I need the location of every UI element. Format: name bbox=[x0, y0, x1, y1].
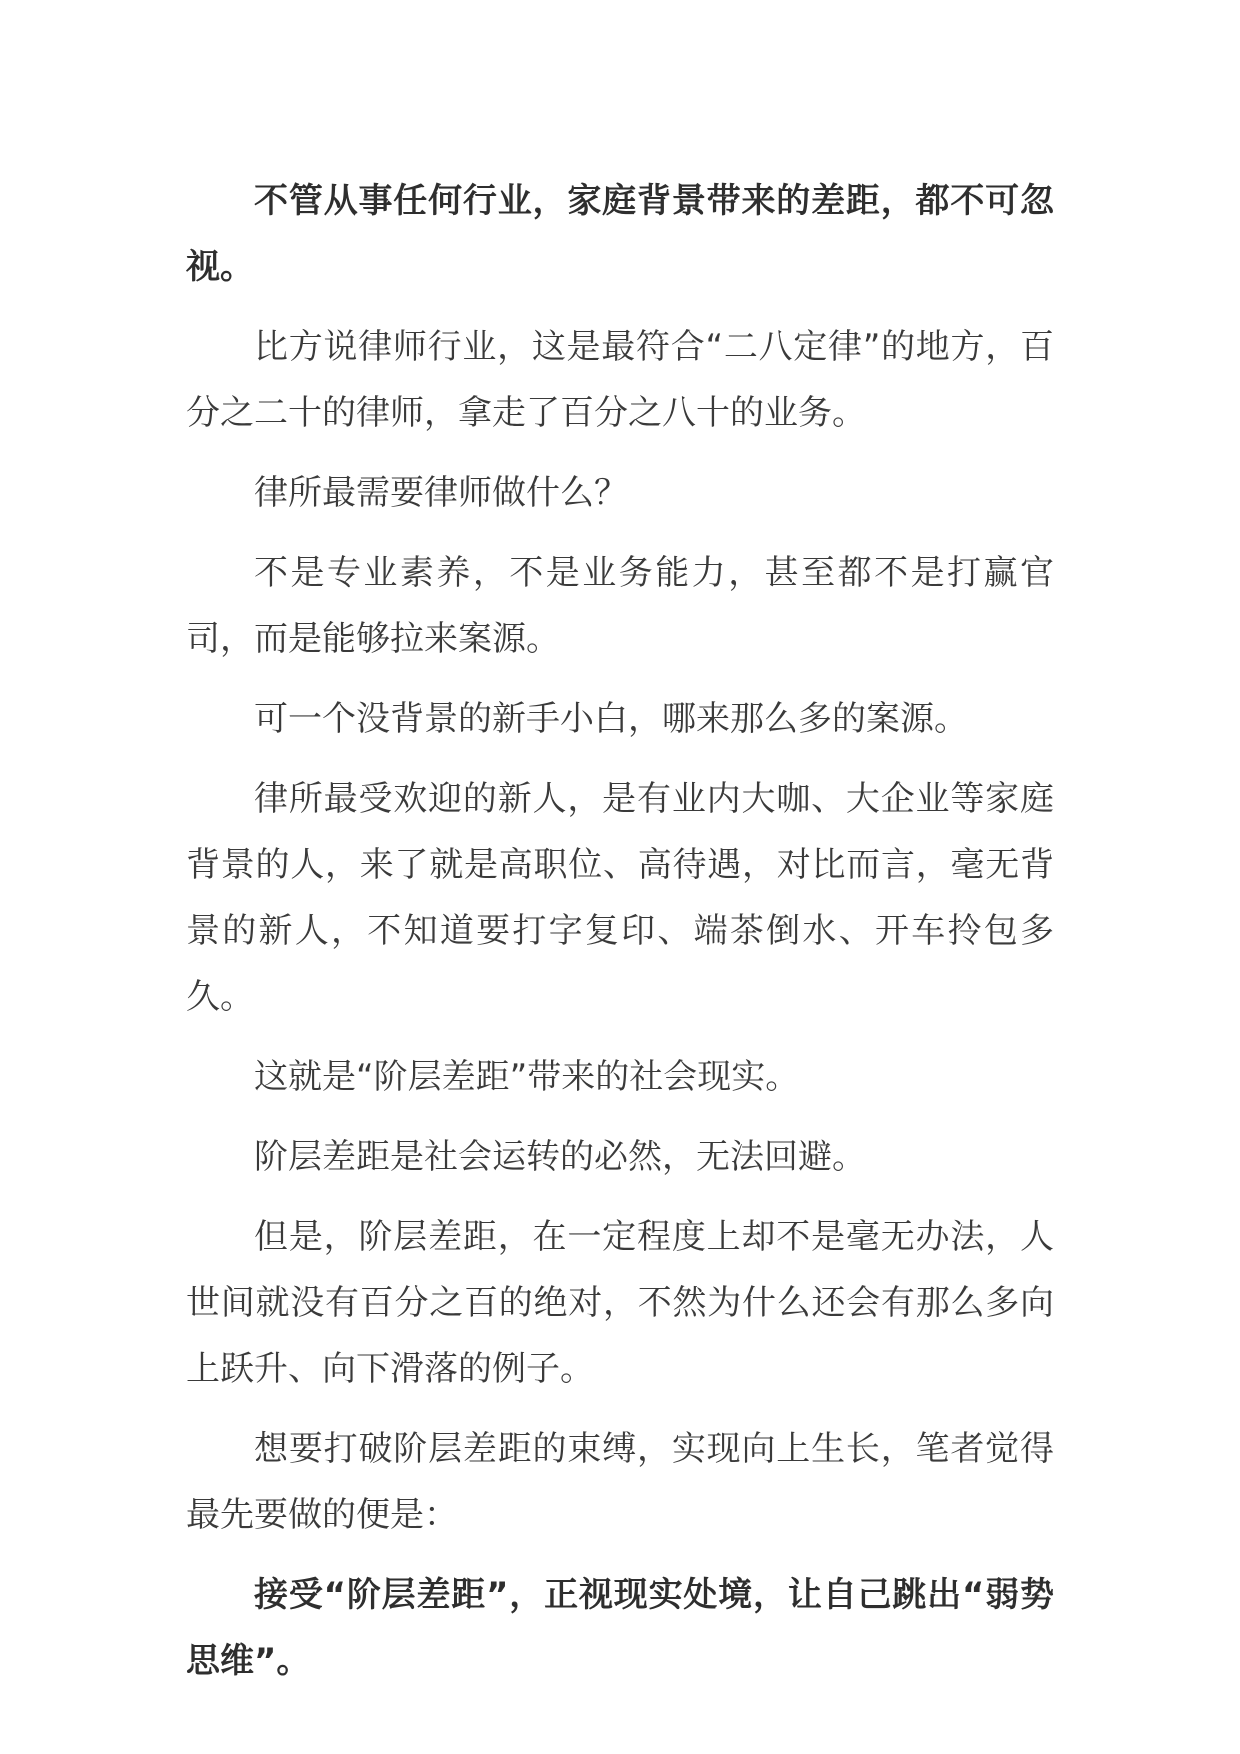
paragraph-1: 不管从事任何行业，家庭背景带来的差距，都不可忽视。 bbox=[186, 181, 1054, 287]
paragraph-6: 律所最受欢迎的新人，是有业内大咖、大企业等家庭背景的人，来了就是高职位、高待遇，对比而言，毫无背景的新人，不知道要打字复印、端茶倒水、开车拎包多久。 bbox=[186, 779, 1054, 1017]
paragraph-11: 接受“阶层差距”，正视现实处境，让自己跳出“弱势思维”。 bbox=[186, 1575, 1054, 1681]
paragraph-7: 这就是“阶层差距”带来的社会现实。 bbox=[254, 1057, 800, 1097]
paragraph-8: 阶层差距是社会运转的必然，无法回避。 bbox=[254, 1137, 866, 1177]
paragraph-9: 但是，阶层差距，在一定程度上却不是毫无办法，人世间就没有百分之百的绝对，不然为什么还会有那么多向上跃升、向下滑落的例子。 bbox=[186, 1217, 1054, 1389]
article-body bbox=[186, 168, 1054, 1708]
paragraph-2: 比方说律师行业，这是最符合“二八定律”的地方，百分之二十的律师，拿走了百分之八十的业务。 bbox=[186, 327, 1054, 433]
paragraph-10: 想要打破阶层差距的束缚，实现向上生长，笔者觉得最先要做的便是： bbox=[186, 1429, 1054, 1535]
paragraph-4: 不是专业素养，不是业务能力，甚至都不是打赢官司，而是能够拉来案源。 bbox=[186, 553, 1054, 659]
paragraph-5: 可一个没背景的新手小白，哪来那么多的案源。 bbox=[254, 699, 968, 739]
paragraph-3: 律所最需要律师做什么？ bbox=[254, 473, 628, 513]
